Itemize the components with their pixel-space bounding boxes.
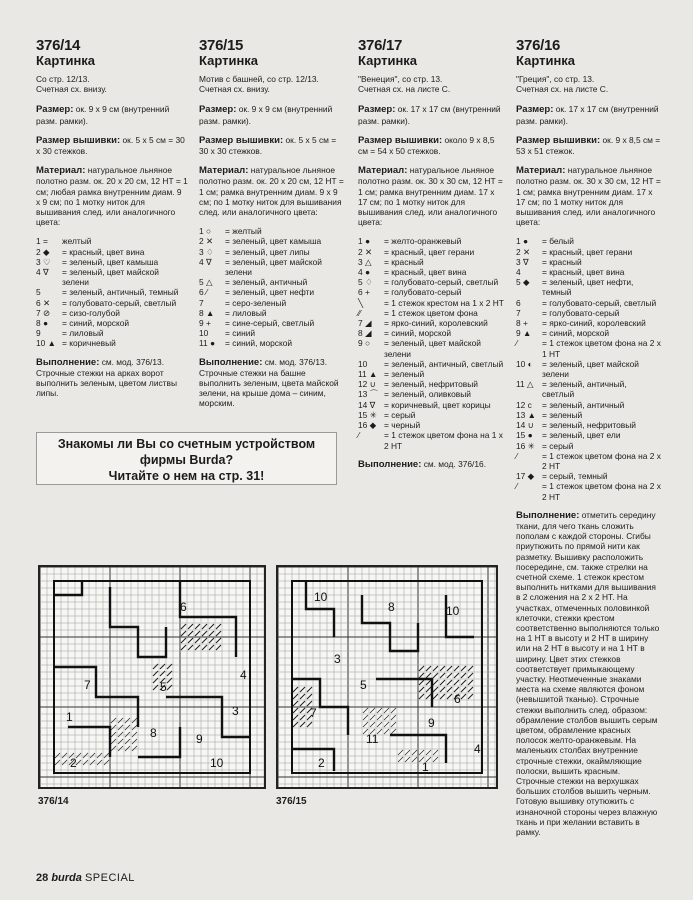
legend-color-name: = зеленый, античный [542, 399, 625, 410]
legend-color-name: = 1 стежок цветом фона на 2 х 2 НТ [542, 450, 661, 471]
legend-symbol: 13 ⌒ [358, 389, 379, 400]
column-376-15 [199, 38, 346, 409]
chart-number: 1 [66, 710, 73, 724]
legend-item [516, 441, 661, 451]
legend-symbol: 3 ∇ [516, 256, 529, 267]
legend-color-name: = серый, темный [542, 471, 608, 482]
model-title: Картинка [516, 53, 576, 68]
legend-symbol: 12 c [516, 399, 532, 410]
legend-color-name: = голубовато-серый [384, 287, 462, 298]
legend-symbol: 7 ⊘ [36, 307, 51, 318]
legend-color-name: = белый [542, 236, 574, 247]
chart-number: 10 [210, 756, 224, 770]
legend-item [199, 298, 346, 308]
legend-item [358, 430, 505, 450]
legend-item [516, 318, 661, 328]
legend-item [36, 318, 188, 328]
legend-symbol: 13 ▲ [516, 409, 536, 420]
legend-color-name: = зеленый, цвет камыша [225, 236, 322, 247]
legend-symbol: 9 [36, 328, 41, 339]
legend-item [358, 359, 505, 369]
legend-symbol: 2 ✕ [516, 246, 531, 257]
legend-item [358, 308, 505, 318]
legend-symbol: 2 ◆ [36, 246, 50, 257]
chart-number: 2 [70, 756, 77, 770]
legend-color-name: = зеленый [384, 369, 425, 380]
legend-item [36, 287, 188, 297]
size-section: Размер: ок. 9 х 9 см (внутренний разм. рамки). [199, 104, 333, 126]
legend-color-name: = лиловый [62, 328, 104, 339]
legend-item [358, 247, 505, 257]
color-legend [199, 226, 346, 348]
chart-number: 4 [240, 668, 247, 682]
legend-color-name: = 1 стежок цветом фона на 2 х 2 НТ [542, 481, 661, 502]
legend-symbol: 4 [516, 267, 521, 278]
legend-color-name: = 1 стежок цветом фона на 2 х 1 НТ [542, 338, 661, 359]
legend-item [199, 287, 346, 297]
legend-color-name: = синий, морской [225, 338, 293, 349]
legend-symbol: 6 ⁄ [199, 287, 208, 298]
legend-symbol: 11 △ [516, 379, 534, 390]
legend-item [516, 277, 661, 297]
legend-color-name: = синий [225, 328, 256, 339]
legend-item [516, 257, 661, 267]
legend-item [516, 308, 661, 318]
legend-color-name: = зеленый, цвет майской зелени [542, 358, 639, 380]
model-code: 376/17 [358, 37, 403, 54]
legend-symbol: 8 ● [36, 318, 49, 329]
size-section: Размер: ок. 9 х 9 см (внутренний разм. рамки). [36, 104, 170, 126]
legend-symbol: 17 ◆ [516, 471, 535, 482]
legend-color-name: = красный, цвет вина [542, 267, 625, 278]
model-code: 376/15 [199, 37, 244, 54]
legend-symbol: 7 [516, 307, 521, 318]
material-section: Материал: натуральное льняное полотно разм. ок. 20 х 20 см, 12 НТ = 1 см; любая рамка внутренним диам. 9 х 9 см; по 1 мотку ниток для вышивания след. или аналогичного цвета: [36, 165, 188, 228]
legend-item [516, 430, 661, 440]
legend-symbol: 1 ● [358, 236, 371, 247]
legend-symbol: 5 ◆ [516, 277, 530, 288]
legend-symbol: 4 ∇ [36, 267, 49, 278]
legend-color-name: = зеленый, цвет майской зелени [62, 267, 159, 288]
legend-symbol: ⁄ [358, 430, 360, 441]
legend-item [516, 481, 661, 501]
chart-number: 7 [84, 678, 91, 692]
legend-color-name: = 1 стежок цветом фона на 1 х 2 НТ [384, 430, 503, 451]
color-legend [36, 236, 188, 348]
legend-color-name: = красный, цвет вина [62, 246, 145, 257]
chart-number: 3 [232, 704, 239, 718]
size-section: Размер: ок. 17 х 17 см (внутренний разм. рамки). [516, 104, 659, 126]
legend-item [358, 318, 505, 328]
legend-color-name: = красный, цвет герани [542, 246, 633, 257]
legend-color-name: = ярко-синий, королевский [542, 318, 646, 329]
legend-symbol: 12 ∪ [358, 379, 376, 390]
legend-symbol: ⁄ [516, 481, 518, 492]
legend-symbol: 3 ♡ [36, 256, 51, 267]
material-section: Материал: натуральное льняное полотно разм. ок. 20 х 20 см, 12 НТ = 1 см; рамка внутренним диам. 9 х 9 см; по 1 мотку ниток для вышивания след. или аналогичного цвета: [199, 165, 344, 218]
legend-symbol: 3 ♢ [199, 246, 214, 257]
legend-item [516, 471, 661, 481]
model-reference: Мотив с башней, со стр. 12/13. Счетная сх. внизу. [199, 74, 319, 95]
legend-color-name: = зеленый, античный [225, 277, 308, 288]
legend-color-name: = зеленый [542, 409, 583, 420]
chart-number: 1 [422, 760, 429, 774]
legend-item [36, 236, 188, 246]
brand-logo: burda [51, 872, 82, 884]
promo-box [36, 432, 337, 485]
legend-symbol: 8 ◢ [358, 328, 372, 339]
legend-item [516, 247, 661, 257]
legend-item [36, 257, 188, 267]
legend-symbol: 7 ◢ [358, 318, 372, 329]
chart-number: 11 [366, 732, 379, 746]
chart-number: 9 [196, 732, 203, 746]
legend-symbol: 9 + [199, 318, 211, 329]
legend-item [358, 267, 505, 277]
size-section: Размер: ок. 17 х 17 см (внутренний разм. рамки). [358, 104, 501, 126]
legend-item [358, 236, 505, 246]
legend-symbol: 6 ✕ [36, 297, 51, 308]
execution-section: Выполнение: см. мод. 376/13. Строчные стежки на арках ворот выполнить зеленым, цветом листвы липы. [36, 356, 177, 399]
legend-item [199, 328, 346, 338]
legend-symbol: 9 ○ [358, 338, 371, 349]
chart-number: 4 [474, 742, 481, 756]
legend-item [199, 257, 346, 277]
chart-label: 376/14 [38, 796, 69, 807]
stitch-size-section: Размер вышивки: около 9 х 8,5 см = 54 х 50 стежков. [358, 134, 495, 157]
chart-number: 8 [388, 600, 395, 614]
legend-color-name: = сизо-голубой [62, 307, 120, 318]
legend-color-name: = зеленый, нефритовый [542, 420, 636, 431]
legend-color-name: = зеленый, цвет нефти, темный [542, 277, 634, 298]
legend-symbol: 15 ● [516, 430, 533, 441]
legend-item [516, 298, 661, 308]
model-title: Картинка [199, 53, 259, 68]
legend-color-name: = зеленый, цвет ели [542, 430, 621, 441]
chart-grid [40, 567, 264, 787]
legend-color-name: = красный, цвет герани [384, 246, 475, 257]
legend-color-name: = красный [542, 256, 582, 267]
legend-item [358, 400, 505, 410]
legend-color-name: = сине-серый, светлый [225, 318, 315, 329]
legend-color-name: = коричневый, цвет корицы [384, 399, 491, 410]
legend-symbol: ╲ [358, 297, 364, 308]
chart-grid [278, 567, 496, 787]
legend-symbol: ⁄ [516, 450, 518, 461]
legend-color-name: = зеленый, нефритовый [384, 379, 478, 390]
promo-line: Знакомы ли Вы со счетным устройством [57, 437, 316, 451]
execution-section: Выполнение: отметить середину ткани, для чего ткань сложить пополам с каждой стороны. Сгибы приутюжить по прямой нити как разметку. Вышивку расположить посередине, см. также стрелки на счетной схеме. 1 стежок крестом выполнить нитками для вышивания в 2 сложения на 2 х 2 НТ. На участках, отмеченных половинкой клеточки, стежки крестом соответственно выполняются только на 1 НТ в высоту и 2 НТ в ширину или на 2 НТ в высоту и на 1 НТ в ширину. Цвет этих стежков соответствует примыкающему участку. Неотмеченные знаками места на схеме являются фоном (невышитой тканью). Строчные стежки выполнить след. образом: обрамление столбов вышить серым цветом, обрамление красных полосок желто-оранжевым. На маленьких столбах внутренние строчные стежки, окаймляющие полоски, вышить красным. Строчные стежки на верхушках больших столбов вышить черным. Готовую вышивку отутюжить с изнаночной стороны через влажную ткань и при желании вставить в рамку. [516, 509, 660, 838]
legend-item [358, 410, 505, 420]
material-section: Материал: натуральное льняное полотно разм. ок. 30 х 30 см, 12 НТ = 1 см; рамка внутренним диам. 17 х 17 см; по 1 мотку ниток для вышивания след. или аналогичного цвета: [358, 165, 503, 228]
legend-color-name: = зеленый, цвет майской зелени [384, 338, 481, 359]
color-legend [358, 236, 505, 450]
legend-item [358, 298, 505, 308]
color-legend [516, 236, 661, 501]
legend-symbol: 11 ▲ [358, 369, 378, 380]
legend-item [199, 338, 346, 348]
legend-color-name: = зеленый, оливковый [384, 389, 471, 400]
legend-color-name: = зеленый, цвет камыша [62, 256, 159, 267]
legend-symbol: 14 ∪ [516, 420, 534, 431]
chart-number: 2 [318, 756, 325, 770]
legend-item [36, 247, 188, 257]
column-376-17 [358, 38, 505, 470]
legend-symbol: 8 + [516, 318, 528, 329]
legend-item [358, 420, 505, 430]
legend-symbol: 1 = [36, 236, 48, 247]
legend-item [358, 379, 505, 389]
cross-stitch-chart-376-14 [38, 565, 266, 789]
legend-color-name: = зеленый, цвет майской зелени [225, 256, 322, 278]
legend-color-name: = коричневый [62, 338, 116, 349]
legend-color-name: = черный [384, 420, 421, 431]
legend-item [516, 451, 661, 471]
legend-item [516, 420, 661, 430]
execution-section: Выполнение: см. мод. 376/13. Строчные стежки на башне выполнить зеленым, цвета майской зелени, на крыше дома – синим, морским. [199, 356, 339, 409]
legend-symbol: 1 ○ [199, 226, 212, 237]
legend-symbol: 4 ● [358, 267, 371, 278]
legend-color-name: = синий, морской [62, 318, 130, 329]
legend-symbol: 7 [199, 297, 204, 308]
legend-color-name: = голубовато-серый, светлый [384, 277, 499, 288]
legend-item [36, 298, 188, 308]
legend-symbol: 14 ∇ [358, 399, 376, 410]
cross-stitch-chart-376-15 [276, 565, 498, 789]
legend-symbol: 10 [199, 328, 209, 339]
legend-item [36, 328, 188, 338]
legend-symbol: 8 ▲ [199, 307, 215, 318]
legend-color-name: = голубовато-серый, светлый [542, 297, 657, 308]
material-section: Материал: натуральное льняное полотно разм. ок. 30 х 30 см, 12 НТ = 1 см; рамка внутренним диам. 17 х 17 см; по 1 мотку ниток для вышивания след. или аналогичного цвета: [516, 165, 661, 228]
legend-color-name: = синий, морской [542, 328, 610, 339]
legend-item [358, 328, 505, 338]
model-code: 376/16 [516, 37, 561, 54]
legend-symbol: 16 ◆ [358, 420, 377, 431]
legend-symbol: 11 ● [199, 338, 216, 349]
legend-color-name: = голубовато-серый, светлый [62, 297, 177, 308]
execution-section: Выполнение: см. мод. 376/16. [358, 458, 487, 470]
legend-item [516, 400, 661, 410]
legend-color-name: = 1 стежок крестом на 1 х 2 НТ [384, 297, 504, 308]
legend-symbol: 5 [36, 287, 41, 298]
legend-color-name: = зеленый, античный, светлый [542, 379, 627, 400]
stitch-size-section: Размер вышивки: ок. 5 х 5 см = 30 х 30 стежков. [36, 134, 185, 157]
chart-number: 10 [446, 604, 460, 618]
legend-color-name: = зеленый, цвет нефти [225, 287, 315, 298]
legend-item [199, 308, 346, 318]
legend-item [36, 308, 188, 318]
stitch-size-section: Размер вышивки: ок. 9 х 8,5 см = 53 х 51 стежок. [516, 134, 661, 157]
legend-item [199, 277, 346, 287]
legend-item [516, 410, 661, 420]
legend-symbol: 10 ▲ [36, 338, 56, 349]
legend-color-name: = серый [384, 409, 416, 420]
legend-item [358, 389, 505, 399]
legend-symbol: 1 ● [516, 236, 529, 247]
legend-color-name: = 1 стежок цветом фона [384, 307, 478, 318]
legend-item [358, 338, 505, 358]
chart-number: 3 [334, 652, 341, 666]
legend-item [199, 226, 346, 236]
legend-color-name: = ярко-синий, королевский [384, 318, 488, 329]
legend-item [358, 369, 505, 379]
legend-symbol: 10 ◐ [516, 358, 533, 369]
legend-symbol: 6 + [358, 287, 370, 298]
page-footer [36, 872, 135, 884]
page-number: 28 [36, 872, 49, 884]
legend-item [358, 257, 505, 267]
legend-item [199, 247, 346, 257]
chart-number: 9 [428, 716, 435, 730]
model-title: Картинка [36, 53, 96, 68]
legend-symbol: 2 ✕ [199, 236, 214, 247]
legend-symbol: 10 [358, 358, 368, 369]
legend-color-name: желтый [62, 236, 92, 247]
legend-item [516, 338, 661, 358]
legend-color-name: = зеленый, античный, темный [62, 287, 179, 298]
legend-item [516, 267, 661, 277]
column-376-14 [36, 38, 188, 398]
legend-color-name: = красный [384, 256, 424, 267]
legend-item [199, 236, 346, 246]
legend-item [516, 236, 661, 246]
model-reference: "Венеция", со стр. 13. Счетная сх. на листе С. [358, 74, 451, 95]
legend-color-name: = серо-зеленый [225, 297, 287, 308]
legend-symbol: 6 [516, 297, 521, 308]
legend-item [36, 267, 188, 287]
brand-special: SPECIAL [84, 872, 135, 884]
legend-color-name: = серый [542, 440, 574, 451]
legend-color-name: = зеленый, античный, светлый [384, 358, 504, 369]
model-code: 376/14 [36, 37, 81, 54]
chart-number: 6 [180, 600, 187, 614]
legend-color-name: = голубовато-серый [542, 307, 620, 318]
promo-line: фирмы Burda? [139, 453, 234, 467]
promo-line: Читайте о нем на стр. 31! [108, 469, 265, 483]
legend-color-name: = желтый [225, 226, 262, 237]
legend-symbol: 9 ▲ [516, 328, 532, 339]
legend-color-name: = красный, цвет вина [384, 267, 467, 278]
chart-number: 10 [314, 590, 328, 604]
legend-item [516, 328, 661, 338]
model-title: Картинка [358, 53, 418, 68]
legend-symbol: 5 ♢ [358, 277, 373, 288]
legend-symbol: ⁄⁄ [358, 307, 361, 318]
legend-color-name: = синий, морской [384, 328, 452, 339]
legend-item [516, 359, 661, 379]
model-reference: Со стр. 12/13. Счетная сх. внизу. [36, 74, 107, 95]
legend-color-name: = желто-оранжевый [384, 236, 462, 247]
legend-symbol: 5 △ [199, 277, 213, 288]
chart-number: 5 [360, 678, 367, 692]
model-reference: "Греция", со стр. 13. Счетная сх. на листе С. [516, 74, 609, 95]
stitch-size-section: Размер вышивки: ок. 5 х 5 см = 30 х 30 стежков. [199, 134, 337, 157]
chart-label: 376/15 [276, 796, 307, 807]
legend-symbol: 15 ✳ [358, 409, 377, 420]
legend-symbol: 4 ∇ [199, 256, 212, 267]
chart-number: 7 [310, 706, 317, 720]
legend-item [358, 287, 505, 297]
legend-item [199, 318, 346, 328]
legend-symbol: 3 △ [358, 256, 372, 267]
chart-number: 6 [454, 692, 461, 706]
chart-number: 8 [150, 726, 157, 740]
legend-symbol: 16 ✳ [516, 440, 535, 451]
chart-number: 5 [160, 680, 167, 694]
column-376-16 [516, 38, 661, 837]
legend-symbol: ⁄ [516, 338, 518, 349]
legend-item [516, 379, 661, 399]
legend-symbol: 2 ✕ [358, 246, 373, 257]
legend-color-name: = зеленый, цвет липы [225, 246, 310, 257]
legend-item [358, 277, 505, 287]
legend-item [36, 338, 188, 348]
legend-color-name: = лиловый [225, 307, 267, 318]
